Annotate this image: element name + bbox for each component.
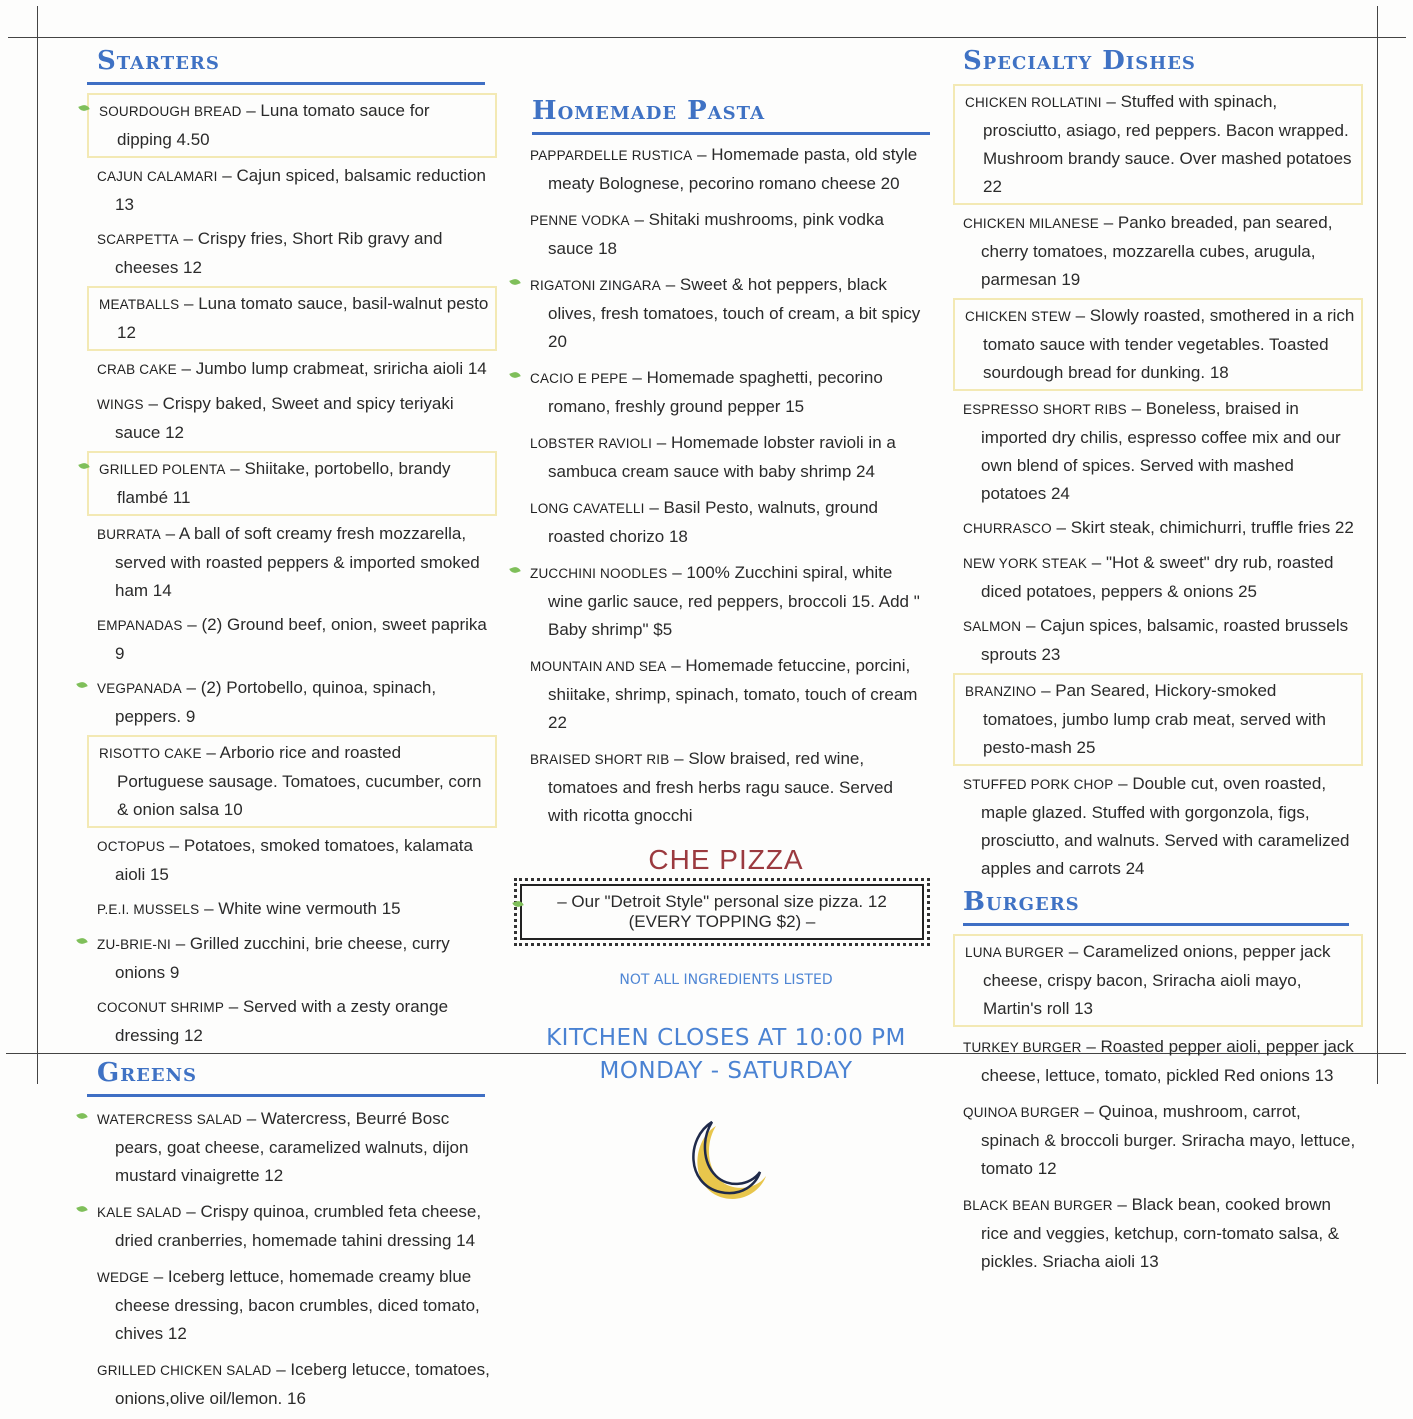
menu-item-name: P.E.I. MUSSELS xyxy=(97,902,200,917)
crop-mark-left xyxy=(37,6,38,1084)
menu-item xyxy=(520,557,932,646)
vegetarian-leaf-icon xyxy=(76,936,87,945)
menu-item-body xyxy=(530,206,926,263)
menu-item-body xyxy=(99,290,489,347)
menu-item-body xyxy=(530,364,926,421)
menu-item-name: CAJUN CALAMARI xyxy=(97,169,218,184)
menu-item-body xyxy=(97,930,491,987)
menu-item-name: MOUNTAIN AND SEA xyxy=(530,659,667,674)
vegetarian-leaf-icon xyxy=(76,1111,87,1120)
right-column xyxy=(953,46,1363,1282)
vegetarian-leaf-icon xyxy=(78,461,89,470)
menu-item-name: COCONUT SHRIMP xyxy=(97,1000,225,1015)
menu-item xyxy=(520,139,932,200)
menu-item-description: – 100% Zucchini spiral, white wine garlic sauce, red peppers, broccoli 15. Add " Baby shrimp" $5 xyxy=(548,563,920,639)
menu-item-description: – Homemade pasta, old style meaty Bolognese, pecorino romano cheese 20 xyxy=(548,145,918,193)
menu-item xyxy=(953,547,1363,608)
menu-item xyxy=(953,610,1363,671)
vegetarian-leaf-icon xyxy=(509,370,520,379)
menu-item-body xyxy=(97,520,491,605)
menu-item-name: SALMON xyxy=(963,619,1022,634)
menu-item-body xyxy=(97,895,491,924)
menu-item-body xyxy=(965,302,1355,387)
menu-item-name: ZUCCHINI NOODLES xyxy=(530,566,668,581)
menu-item-name: NEW YORK STEAK xyxy=(963,556,1088,571)
menu-item xyxy=(953,934,1363,1027)
menu-item-name: PAPPARDELLE RUSTICA xyxy=(530,148,693,163)
starters-section xyxy=(87,46,497,1052)
menu-item-description: – Cajun spiced, balsamic reduction 13 xyxy=(115,166,486,214)
menu-item-name: EMPANADAS xyxy=(97,618,183,633)
menu-item-name: GRILLED CHICKEN SALAD xyxy=(97,1363,272,1378)
menu-item-description: – Arborio rice and roasted Portuguese sausage. Tomatoes, cucumber, corn & onion salsa 10 xyxy=(117,743,482,819)
menu-item-body xyxy=(97,832,491,889)
menu-item-name: KALE SALAD xyxy=(97,1205,182,1220)
menu-item xyxy=(953,84,1363,205)
menu-item xyxy=(87,518,497,607)
menu-item xyxy=(87,609,497,670)
menu-item xyxy=(87,928,497,989)
section-rule xyxy=(963,923,1349,926)
menu-item xyxy=(87,1196,497,1257)
menu-item-name: SCARPETTA xyxy=(97,232,179,247)
menu-item-description: – Cajun spices, balsamic, roasted brussels sprouts 23 xyxy=(981,616,1349,664)
specialty-section xyxy=(953,46,1363,885)
moon-logo xyxy=(520,1118,932,1213)
menu-item-body xyxy=(97,1356,491,1413)
menu-item xyxy=(953,393,1363,510)
menu-item xyxy=(87,830,497,891)
menu-item-body xyxy=(99,455,489,512)
middle-column xyxy=(520,96,932,1213)
menu-item-description: – Shitaki mushrooms, pink vodka sauce 18 xyxy=(548,210,884,258)
menu-item-name: ZU-BRIE-NI xyxy=(97,937,171,952)
menu-item-name: BLACK BEAN BURGER xyxy=(963,1198,1113,1213)
menu-item-name: ESPRESSO SHORT RIBS xyxy=(963,402,1127,417)
menu-item-description: – Watercress, Beurré Bosc pears, goat cheese, caramelized walnuts, dijon mustard vinaigrette 12 xyxy=(115,1109,469,1185)
menu-item-name: PENNE VODKA xyxy=(530,213,630,228)
menu-item xyxy=(87,893,497,926)
menu-item-description: – Roasted pepper aioli, pepper jack cheese, lettuce, tomato, pickled Red onions 13 xyxy=(981,1037,1354,1085)
section-rule xyxy=(87,1094,485,1097)
section-rule xyxy=(532,132,930,135)
menu-item-description: – Luna tomato sauce for dipping 4.50 xyxy=(117,101,430,149)
specialty-list xyxy=(953,84,1363,885)
menu-item-body xyxy=(97,1105,491,1190)
menu-item-body xyxy=(963,1191,1357,1276)
menu-item-body xyxy=(97,993,491,1050)
menu-item-description: – Panko breaded, pan seared, cherry tomatoes, mozzarella cubes, arugula, parmesan 19 xyxy=(981,213,1333,289)
menu-item xyxy=(87,1354,497,1415)
menu-item-body xyxy=(963,1033,1357,1090)
menu-item-body xyxy=(530,494,926,551)
pasta-list xyxy=(520,139,932,832)
menu-item-name: BRANZINO xyxy=(965,684,1037,699)
menu-item-description: – Crispy baked, Sweet and spicy teriyaki sauce 12 xyxy=(115,394,454,442)
menu-item xyxy=(520,492,932,553)
menu-item-name: BURRATA xyxy=(97,527,161,542)
menu-item-name: LONG CAVATELLI xyxy=(530,501,645,516)
menu-item-body xyxy=(965,677,1355,762)
menu-item-description: – Skirt steak, chimichurri, truffle fries 22 xyxy=(1051,518,1354,537)
pizza-section xyxy=(520,844,932,946)
menu-item-name: LUNA BURGER xyxy=(965,945,1064,960)
menu-item-name: MEATBALLS xyxy=(99,297,180,312)
section-title-greens: Greens xyxy=(97,1058,198,1088)
menu-item-description: – (2) Portobello, quinoa, spinach, peppers. 9 xyxy=(115,678,437,726)
menu-item-description: – Crispy fries, Short Rib gravy and cheeses 12 xyxy=(115,229,443,277)
section-title-pasta: Homemade Pasta xyxy=(532,96,766,126)
kitchen-hours xyxy=(520,1022,932,1088)
menu-item-body xyxy=(530,559,926,644)
menu-item-body xyxy=(530,141,926,198)
menu-item-description: – Jumbo lump crabmeat, sriricha aioli 14 xyxy=(176,359,487,378)
menu-item-description: – Caramelized onions, pepper jack cheese, crispy bacon, Sriracha aioli mayo, Martin's roll 13 xyxy=(983,942,1331,1018)
menu-item-description: – (2) Ground beef, onion, sweet paprika 9 xyxy=(115,615,487,663)
menu-item-name: RISOTTO CAKE xyxy=(99,746,202,761)
kitchen-hours-time: KITCHEN CLOSES AT 10:00 PM xyxy=(546,1025,906,1051)
menu-item-description: – Slow braised, red wine, tomatoes and fresh herbs ragu sauce. Served with ricotta gnocchi xyxy=(548,749,893,825)
burgers-section xyxy=(953,887,1363,1278)
menu-item-description: – Crispy quinoa, crumbled feta cheese, dried cranberries, homemade tahini dressing 14 xyxy=(115,1202,482,1250)
menu-item-body xyxy=(97,355,491,384)
menu-item-name: TURKEY BURGER xyxy=(963,1040,1082,1055)
menu-item-name: GRILLED POLENTA xyxy=(99,462,226,477)
menu-item xyxy=(520,427,932,488)
menu-item-name: RIGATONI ZINGARA xyxy=(530,278,661,293)
vegetarian-leaf-icon xyxy=(76,680,87,689)
pizza-box xyxy=(514,878,930,946)
ingredients-note: NOT ALL INGREDIENTS LISTED xyxy=(619,972,833,988)
menu-item-body xyxy=(530,429,926,486)
menu-item-name: WEDGE xyxy=(97,1270,150,1285)
kitchen-hours-days: MONDAY - SATURDAY xyxy=(599,1058,853,1084)
menu-item xyxy=(520,743,932,832)
menu-item-description: – Iceberg lettuce, homemade creamy blue cheese dressing, bacon crumbles, diced tomato, chives 12 xyxy=(115,1267,480,1343)
menu-item-body xyxy=(963,514,1357,543)
vegetarian-leaf-icon xyxy=(509,565,520,574)
menu-item-name: CHICKEN STEW xyxy=(965,309,1071,324)
menu-item xyxy=(520,650,932,739)
section-title-starters: Starters xyxy=(97,46,220,76)
crop-mark-top xyxy=(8,37,1406,38)
menu-item-description: – Black bean, cooked brown rice and veggies, ketchup, corn-tomato salsa, & pickles. Sriacha aioli 13 xyxy=(981,1195,1340,1271)
menu-item-description: – Sweet & hot peppers, black olives, fresh tomatoes, touch of cream, a bit spicy 20 xyxy=(548,275,921,351)
menu-item xyxy=(520,204,932,265)
menu-item-body xyxy=(965,938,1355,1023)
moon-icon xyxy=(676,1118,776,1208)
menu-item xyxy=(87,1103,497,1192)
pizza-description: – Our "Detroit Style" personal size pizza. 12 (EVERY TOPPING $2) – xyxy=(520,884,924,940)
greens-list xyxy=(87,1103,497,1415)
menu-item-name: BRAISED SHORT RIB xyxy=(530,752,670,767)
vegetarian-leaf-icon xyxy=(76,1204,87,1213)
menu-item xyxy=(87,160,497,221)
menu-item-name: WATERCRESS SALAD xyxy=(97,1112,242,1127)
menu-item-description: – Pan Seared, Hickory-smoked tomatoes, jumbo lump crab meat, served with pesto-mash 25 xyxy=(983,681,1326,757)
menu-item-name: VEGPANADA xyxy=(97,681,182,696)
pasta-section xyxy=(520,96,932,832)
menu-item-description: – Homemade spaghetti, pecorino romano, freshly ground pepper 15 xyxy=(548,368,883,416)
menu-item-body xyxy=(963,395,1357,508)
menu-item-name: CACIO E PEPE xyxy=(530,371,628,386)
menu-item xyxy=(953,207,1363,296)
menu-item-description: – Shiitake, portobello, brandy flambé 11 xyxy=(117,459,451,507)
menu-item xyxy=(87,223,497,284)
menu-item-body xyxy=(965,88,1355,201)
menu-item-description: – Boneless, braised in imported dry chilis, espresso coffee mix and our own blend of spices. Served with mashed potatoes 24 xyxy=(981,399,1341,503)
menu-item-name: CRAB CAKE xyxy=(97,362,177,377)
menu-item-name: WINGS xyxy=(97,397,144,412)
menu-item-name: CHURRASCO xyxy=(963,521,1052,536)
menu-item-body xyxy=(97,162,491,219)
menu-item-description: – Served with a zesty orange dressing 12 xyxy=(115,997,449,1045)
menu-item-description: – Luna tomato sauce, basil-walnut pesto 12 xyxy=(117,294,489,342)
menu-item-body xyxy=(97,1198,491,1255)
menu-item-description: – Basil Pesto, walnuts, ground roasted chorizo 18 xyxy=(548,498,879,546)
menu-item xyxy=(87,353,497,386)
menu-item-body xyxy=(99,97,489,154)
menu-item-name: OCTOPUS xyxy=(97,839,165,854)
menu-item-description: – Homemade lobster ravioli in a sambuca cream sauce with baby shrimp 24 xyxy=(548,433,896,481)
menu-item-name: LOBSTER RAVIOLI xyxy=(530,436,653,451)
menu-item xyxy=(520,269,932,358)
menu-item-name: QUINOA BURGER xyxy=(963,1105,1080,1120)
menu-item-description: – "Hot & sweet" dry rub, roasted diced potatoes, peppers & onions 25 xyxy=(981,553,1334,601)
menu-item-body xyxy=(963,770,1357,883)
menu-item-body xyxy=(99,739,489,824)
section-title-specialty: Specialty Dishes xyxy=(963,46,1196,76)
menu-item xyxy=(87,991,497,1052)
vegetarian-leaf-icon xyxy=(509,277,520,286)
menu-item-description: – Quinoa, mushroom, carrot, spinach & broccoli burger. Sriracha mayo, lettuce, tomato 12 xyxy=(981,1102,1356,1178)
menu-item-body xyxy=(97,225,491,282)
section-title-burgers: Burgers xyxy=(963,887,1080,917)
menu-item xyxy=(87,93,497,158)
menu-item-description: – Slowly roasted, smothered in a rich tomato sauce with tender vegetables. Toasted sourdough bread for dunking. 18 xyxy=(983,306,1355,382)
menu-item-description: – A ball of soft creamy fresh mozzarella, served with roasted peppers & imported smoked ham 14 xyxy=(115,524,480,600)
menu-item-body xyxy=(963,1098,1357,1183)
menu-item xyxy=(953,1189,1363,1278)
menu-item-body xyxy=(963,612,1357,669)
menu-item xyxy=(953,298,1363,391)
menu-item-description: – Stuffed with spinach, prosciutto, asiago, red peppers. Bacon wrapped. Mushroom brandy sauce. Over mashed potatoes 22 xyxy=(983,92,1352,196)
menu-item xyxy=(87,451,497,516)
menu-item xyxy=(87,388,497,449)
menu-item-name: CHICKEN ROLLATINI xyxy=(965,95,1102,110)
menu-item xyxy=(520,362,932,423)
menu-item xyxy=(953,1096,1363,1185)
pizza-title: CHE PIZZA xyxy=(648,844,804,875)
menu-item xyxy=(87,286,497,351)
menu-item-description: – Grilled zucchini, brie cheese, curry onions 9 xyxy=(115,934,450,982)
menu-item-body xyxy=(97,390,491,447)
menu-item-body xyxy=(963,549,1357,606)
burgers-list xyxy=(953,934,1363,1278)
menu-item-body xyxy=(97,674,491,731)
menu-item-body xyxy=(963,209,1357,294)
menu-item-body xyxy=(530,652,926,737)
menu-item-body xyxy=(97,611,491,668)
menu-item-name: CHICKEN MILANESE xyxy=(963,216,1099,231)
starters-list xyxy=(87,93,497,1052)
menu-item-body xyxy=(97,1263,491,1348)
menu-item xyxy=(953,768,1363,885)
crop-mark-right xyxy=(1377,6,1378,1084)
menu-item xyxy=(87,1261,497,1350)
vegetarian-leaf-icon xyxy=(78,103,89,112)
left-column xyxy=(87,46,497,1419)
menu-item xyxy=(953,673,1363,766)
menu-item-name: STUFFED PORK CHOP xyxy=(963,777,1114,792)
menu-item xyxy=(87,672,497,733)
menu-item-description: – White wine vermouth 15 xyxy=(199,899,401,918)
menu-item xyxy=(953,512,1363,545)
menu-item-description: – Double cut, oven roasted, maple glazed. Stuffed with gorgonzola, figs, prosciutto, and walnuts. Served with caramelized apples and carrots 24 xyxy=(981,774,1350,878)
menu-item-body xyxy=(530,271,926,356)
menu-item xyxy=(87,735,497,828)
menu-item-description: – Homemade fetuccine, porcini, shiitake, shrimp, spinach, tomato, touch of cream 22 xyxy=(548,656,918,732)
menu-item-name: SOURDOUGH BREAD xyxy=(99,104,242,119)
menu-item xyxy=(953,1031,1363,1092)
menu-item-description: – Potatoes, smoked tomatoes, kalamata aioli 15 xyxy=(115,836,473,884)
greens-section xyxy=(87,1058,497,1415)
section-rule xyxy=(87,82,485,85)
menu-item-description: – Iceberg letucce, tomatoes, onions,olive oil/lemon. 16 xyxy=(115,1360,490,1408)
menu-item-body xyxy=(530,745,926,830)
